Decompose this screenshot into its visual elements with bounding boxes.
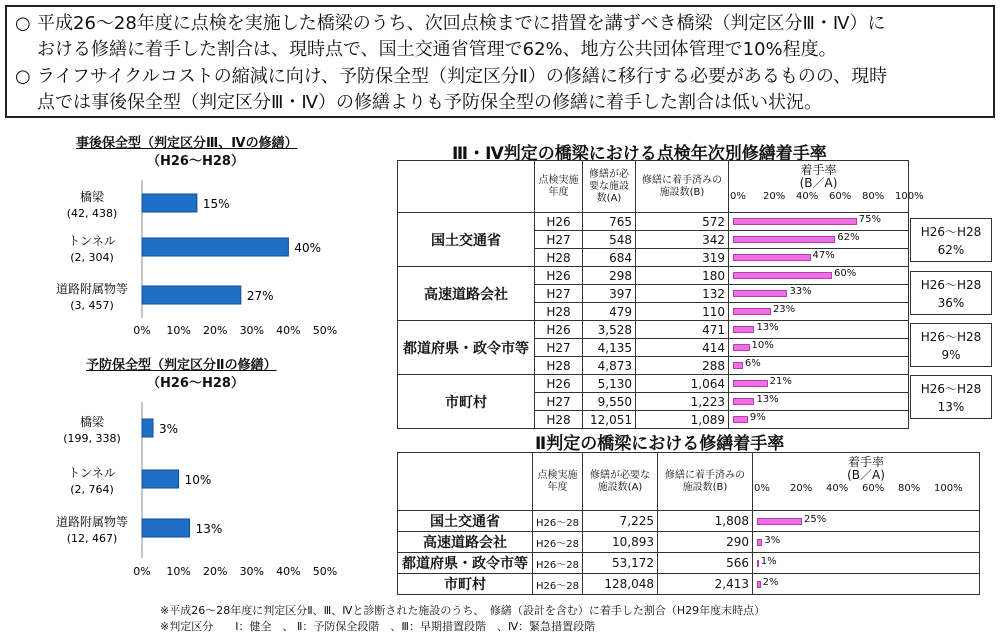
table1-org-name: 国土交通省 [398,213,535,267]
chart1-bar [142,194,197,212]
table1-value-a: 12,051 [583,411,636,429]
table1-rate-cell [729,339,909,357]
summary-line-2b: 点では事後保全型（判定区分Ⅲ・Ⅳ）の修繕よりも予防保全型の修繕に着手した割合は低い状況。 [37,92,823,113]
chart2-title: 予防保全型（判定区分Ⅱの修繕） [86,358,277,373]
rate-label: 6% [744,358,761,369]
summary-line-1b: おける修繕に着手した割合は、現時点で、国土交通省管理で62%、地方公共団体管理で10%程度。 [37,39,837,60]
rate-tick-label: 40% [796,191,819,202]
table1-rate-cell [729,357,909,375]
chart1-subtitle: （H26～H28） [147,154,244,169]
table2-org-name: 国土交通省 [398,511,533,532]
table2-org-name: 市町村 [398,574,533,595]
rate-header-title: 着手率 [847,455,884,469]
table1-title: Ⅲ・Ⅳ判定の橋梁における点検年次別修繕着手率 [452,144,827,164]
table2-value-a: 7,225 [583,511,658,532]
table1-year: H27 [535,339,583,357]
summary-line-2a: ○ ライフサイクルコストの縮減に向け、予防保全型（判定区分Ⅱ）の修繕に移行する必要があるものの、現時 [15,66,888,87]
table1-org-name: 都道府県・政令市等 [398,321,535,375]
table1-value-a: 3,528 [583,321,636,339]
table1-year: H26 [535,267,583,285]
chart2-value-label: 10% [184,473,212,487]
chart2-category-label: 道路附属物等 [55,515,129,529]
footnote-1: ※平成26～28年度に判定区分Ⅱ、Ⅲ、Ⅳと診断された施設のうち、 修繕（設計を含む）に着手した割合（H29年度末時点） [160,604,766,617]
table2-value-b: 1,808 [658,511,753,532]
rate-header-title: 着手率 [800,163,837,177]
footnote-2: ※判定区分 Ⅰ：健全 、 Ⅱ：予防保全段階 、Ⅲ：早期措置段階 、Ⅳ：緊急措置段階 [160,620,596,633]
table1-value-b: 342 [636,231,729,249]
chart2-count-label: (12, 467) [66,532,118,545]
table-row [398,553,980,574]
table1-header-year: 点検実施年度 [535,161,583,213]
table1-value-b: 132 [636,285,729,303]
rate-tick-label: 80% [898,483,921,494]
callout-period: H26～H28 [920,382,982,396]
chart1-category-label: トンネル [68,234,116,248]
chart2-tick-label: 40% [276,565,301,578]
chart2-subtitle: （H26～H28） [147,376,244,391]
rate-bar [733,254,811,261]
table-row [398,375,909,393]
chart1-count-label: (2, 304) [70,251,114,264]
rate-bar [733,416,748,423]
rate-bar [733,380,768,387]
rate-tick-label: 40% [826,483,849,494]
rate-bar [733,218,857,225]
chart2-category-label: 橋梁 [79,415,105,429]
table1-rate-cell [729,213,909,231]
table1-value-a: 479 [583,303,636,321]
callout-value: 62% [937,243,965,257]
table1-year: H28 [535,411,583,429]
table2-title: Ⅱ判定の橋梁における修繕着手率 [535,434,785,454]
chart2-value-label: 13% [195,522,223,536]
rate-header-unit: (B／A) [847,468,885,482]
table1-header-blank [398,161,535,213]
rate-bar [733,362,743,369]
callout-value: 13% [937,400,965,414]
rate-bar [757,518,802,525]
rate-tick-label: 0% [754,483,770,494]
chart1-bar [142,238,288,256]
table2-header-rate [753,453,980,511]
chart2-tick-label: 10% [166,565,191,578]
table1-org-name: 高速道路会社 [398,267,535,321]
table2-rate-cell [753,553,980,574]
summary-box [5,5,995,118]
table1-header-rate [729,161,924,213]
rate-callout [910,375,992,419]
chart1-value-label: 40% [294,241,322,255]
table1-rate-cell [729,375,909,393]
chart2-value-label: 3% [158,422,179,436]
table1-rate-cell [729,303,909,321]
table1-value-b: 180 [636,267,729,285]
chart1-category-label: 道路附属物等 [55,282,129,296]
table2-org-name: 高速道路会社 [398,532,533,553]
callout-period: H26～H28 [920,225,982,239]
rate-label: 13% [756,394,779,405]
chart2-count-label: (2, 764) [70,483,114,496]
table1-value-b: 1,223 [636,393,729,411]
rate-tick-label: 80% [862,191,885,202]
table2-header-blank [398,453,533,511]
table-row [398,213,909,231]
rate-label: 3% [764,534,781,546]
table2-rate-cell [753,574,980,595]
table2-header-a: 修繕が必要な施設数(A) [583,453,658,511]
rate-label: 13% [756,322,779,333]
rate-bar [757,539,762,546]
callout-value: 36% [937,296,965,310]
rate-bar [733,308,771,315]
callout-value: 9% [941,348,961,362]
table2-value-b: 2,413 [658,574,753,595]
chart1-value-label: 27% [246,289,274,303]
chart1-tick-label: 40% [276,324,301,337]
table2-year: H26～28 [533,574,583,595]
rate-bar [733,236,835,243]
table-row [398,321,909,339]
chart2-tick-label: 50% [312,565,338,578]
table1-header-b: 修繕に着手済みの施設数(B) [636,161,729,213]
chart2-bar [142,419,153,437]
table1-value-a: 684 [583,249,636,267]
rate-bar [733,326,754,333]
rate-label: 62% [837,232,860,243]
table2-header-year: 点検実施年度 [533,453,583,511]
rate-bar [757,581,761,588]
table1-value-a: 397 [583,285,636,303]
table-row [398,267,909,285]
rate-tick-label: 0% [730,191,746,202]
table2-year: H26～28 [533,511,583,532]
table1-value-a: 9,550 [583,393,636,411]
table1-value-a: 4,135 [583,339,636,357]
chart1-value-label: 15% [202,197,230,211]
chart1-tick-label: 30% [239,324,265,337]
table2-value-b: 290 [658,532,753,553]
rate-tick-label: 100% [934,483,963,494]
chart1-tick-label: 50% [312,324,338,337]
chart1-tick-label: 20% [202,324,228,337]
chart1-title: 事後保全型（判定区分Ⅲ、Ⅳの修繕） [76,136,298,151]
table1 [397,160,924,429]
table1-value-b: 110 [636,303,729,321]
rate-label: 47% [812,250,835,261]
table1-value-a: 548 [583,231,636,249]
table1-year: H27 [535,285,583,303]
rate-label: 75% [858,214,881,225]
chart1-count-label: (42, 438) [66,207,118,220]
table2-value-b: 566 [658,553,753,574]
table1-rate-cell [729,231,909,249]
table1-rate-cell [729,267,909,285]
callout-period: H26～H28 [920,278,982,292]
table-row [398,574,980,595]
callout-period: H26～H28 [920,330,982,344]
chart1-count-label: (3, 457) [70,299,114,312]
table1-year: H26 [535,375,583,393]
table1-value-a: 298 [583,267,636,285]
rate-label: 1% [760,555,777,567]
chart1-svg [0,168,360,343]
table-row [398,532,980,553]
table1-year: H26 [535,321,583,339]
table1-value-a: 5,130 [583,375,636,393]
chart2-bar [142,470,179,488]
chart1-tick-label: 10% [166,324,191,337]
table1-value-b: 1,089 [636,411,729,429]
rate-label: 60% [834,268,857,279]
table1-value-b: 414 [636,339,729,357]
chart1-category-label: 橋梁 [79,190,105,204]
rate-tick-label: 60% [862,483,885,494]
table1-year: H28 [535,303,583,321]
table1-value-b: 471 [636,321,729,339]
table2-year: H26～28 [533,532,583,553]
chart2-tick-label: 20% [202,565,228,578]
table1-year: H27 [535,231,583,249]
table1-year: H27 [535,393,583,411]
rate-label: 9% [749,412,766,423]
table2-value-a: 53,172 [583,553,658,574]
rate-tick-label: 20% [763,191,786,202]
table1-value-b: 319 [636,249,729,267]
table1-value-a: 765 [583,213,636,231]
table1-value-b: 1,064 [636,375,729,393]
rate-header-unit: (B／A) [799,176,838,190]
table1-rate-cell [729,285,909,303]
table2-rate-cell [753,532,980,553]
rate-label: 10% [751,340,774,351]
rate-callout [910,323,992,367]
table2-value-a: 128,048 [583,574,658,595]
rate-callout [910,218,992,262]
chart2-tick-label: 30% [239,565,265,578]
rate-bar [733,344,750,351]
chart2-tick-label: 0% [133,565,151,578]
rate-tick-label: 20% [790,483,813,494]
rate-label: 21% [769,376,792,387]
rate-label: 33% [789,286,812,297]
table1-rate-cell [729,249,909,267]
table2-year: H26～28 [533,553,583,574]
table1-year: H26 [535,213,583,231]
chart1-tick-label: 0% [133,324,151,337]
rate-tick-label: 60% [829,191,852,202]
table1-value-b: 288 [636,357,729,375]
chart2-svg [0,390,360,585]
table1-rate-cell [729,411,909,429]
table1-org-name: 市町村 [398,375,535,429]
rate-bar [757,560,759,567]
chart2-count-label: (199, 338) [63,432,121,445]
rate-bar [733,290,787,297]
table1-year: H28 [535,357,583,375]
table1-value-a: 4,873 [583,357,636,375]
summary-line-1a: ○ 平成26～28年度に点検を実施した橋梁のうち、次回点検までに措置を講ずべき橋梁（判定区分Ⅲ・Ⅳ）に [15,13,886,34]
chart2-category-label: トンネル [68,466,116,480]
table1-rate-cell [729,393,909,411]
rate-callout [910,271,992,315]
table2-value-a: 10,893 [583,532,658,553]
table2-org-name: 都道府県・政令市等 [398,553,533,574]
rate-label: 23% [772,304,796,315]
rate-tick-label: 100% [895,191,924,202]
table1-year: H28 [535,249,583,267]
table-row [398,511,980,532]
table2-header-b: 修繕に着手済みの施設数(B) [658,453,753,511]
chart2-bar [142,519,190,537]
table2 [397,452,980,595]
rate-bar [733,398,754,405]
table1-header-a: 修繕が必要な施設数(A) [583,161,636,213]
chart1-bar [142,286,241,304]
table1-rate-cell [729,321,909,339]
rate-label: 25% [804,513,827,525]
rate-label: 2% [762,576,779,588]
table2-rate-cell [753,511,980,532]
rate-bar [733,272,832,279]
table1-value-b: 572 [636,213,729,231]
